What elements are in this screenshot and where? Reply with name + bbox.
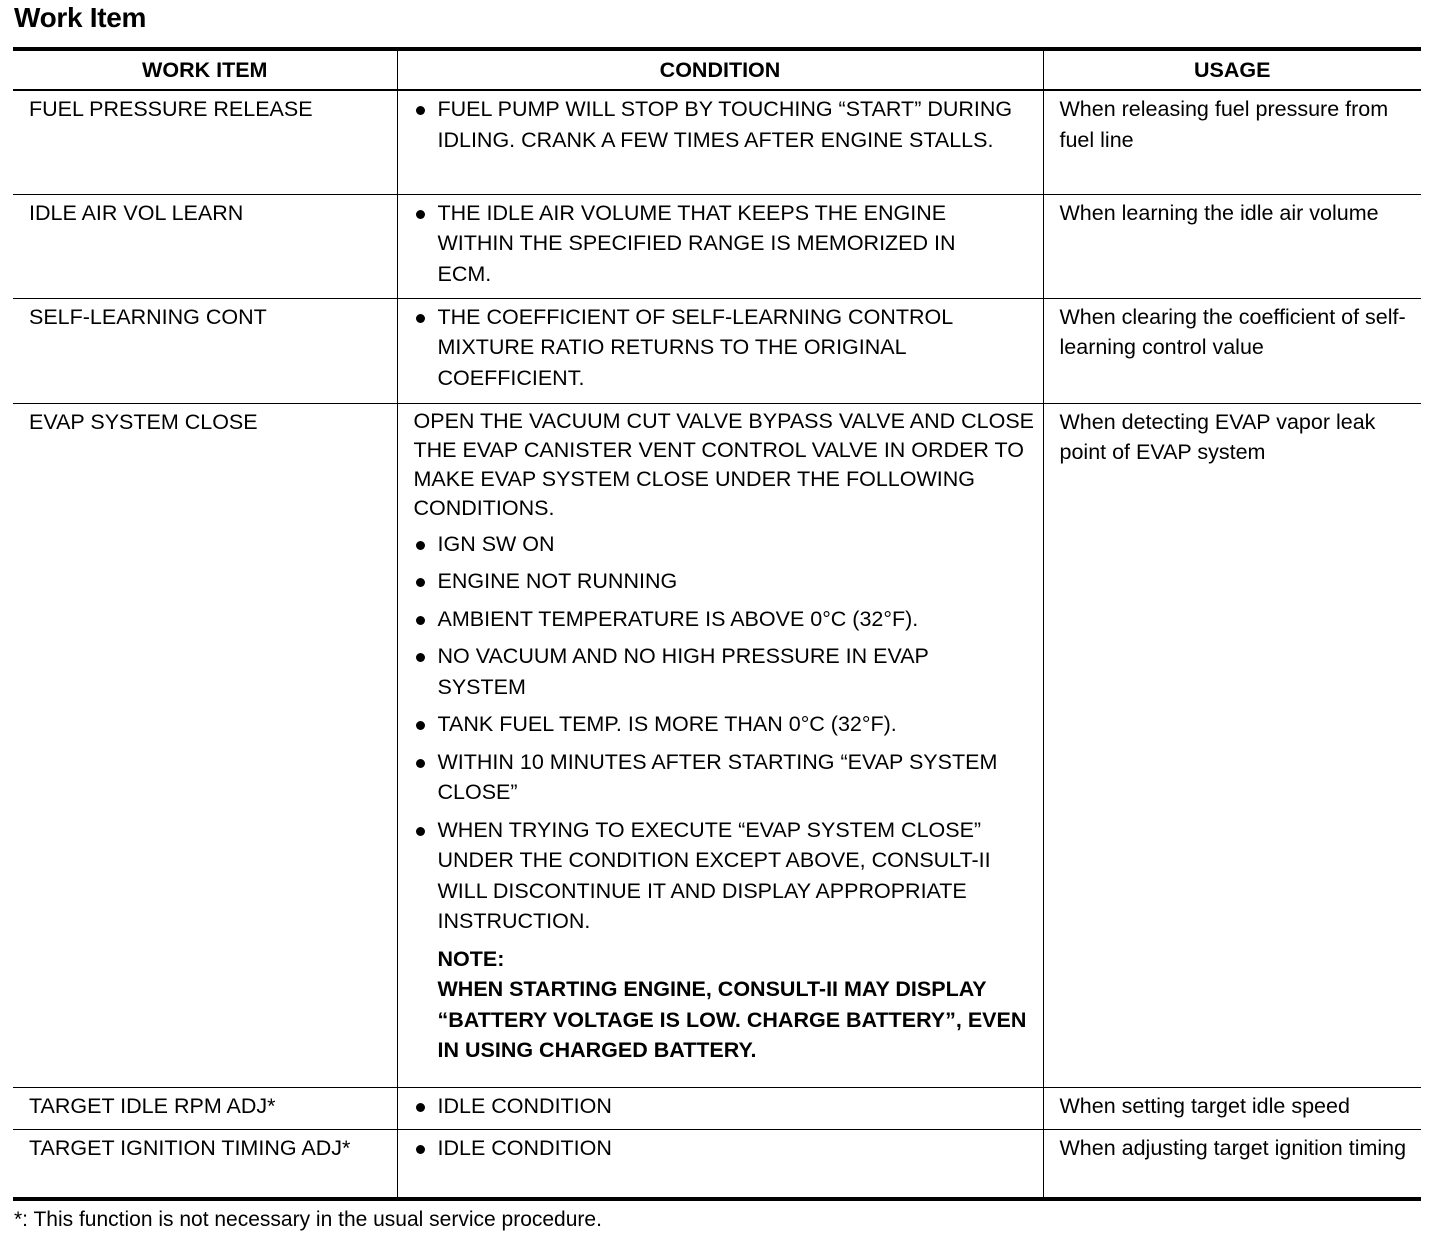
usage-cell: When setting target idle speed (1043, 1087, 1421, 1129)
work-item-cell: SELF-LEARNING CONT (13, 298, 397, 403)
table-row (13, 1129, 1421, 1199)
usage-cell: When detecting EVAP vapor leak point of EVAP system (1043, 403, 1421, 1087)
usage-cell: When clearing the coefficient of self-learning control value (1043, 298, 1421, 403)
condition-intro: OPEN THE VACUUM CUT VALVE BYPASS VALVE AND CLOSE THE EVAP CANISTER VENT CONTROL VALVE IN ORDER TO MAKE EVAP SYSTEM CLOSE UNDER THE FOLLOWING CONDITIONS. (413, 408, 1034, 520)
condition-list (414, 529, 1035, 937)
header-condition: CONDITION (397, 49, 1043, 90)
header-work-item: WORK ITEM (142, 57, 268, 82)
table-row (13, 403, 1421, 1087)
condition-bullet: WHEN TRYING TO EXECUTE “EVAP SYSTEM CLOSE” UNDER THE CONDITION EXCEPT ABOVE, CONSULT-II WILL DISCONTINUE IT AND DISPLAY APPROPRIATE INSTRUCTION. (414, 815, 1033, 937)
work-item-cell: TARGET IGNITION TIMING ADJ* (13, 1129, 397, 1199)
usage-cell: When adjusting target ignition timing (1043, 1129, 1421, 1199)
table-header-row (13, 49, 1421, 90)
page-title: Work Item (14, 2, 147, 33)
condition-bullet: NO VACUUM AND NO HIGH PRESSURE IN EVAP SYSTEM (414, 641, 1018, 702)
condition-bullet: TANK FUEL TEMP. IS MORE THAN 0°C (32°F). (414, 709, 1035, 740)
work-item-cell: FUEL PRESSURE RELEASE (13, 90, 397, 194)
table-row (13, 194, 1421, 298)
footnote: *: This function is not necessary in the usual service procedure. (14, 1208, 602, 1231)
work-item-cell: TARGET IDLE RPM ADJ* (13, 1087, 397, 1129)
note-block (414, 944, 1035, 1066)
header-usage: USAGE (1043, 49, 1421, 90)
condition-bullet: AMBIENT TEMPERATURE IS ABOVE 0°C (32°F). (414, 604, 1035, 635)
table-row (13, 298, 1421, 403)
note-text: WHEN STARTING ENGINE, CONSULT-II MAY DISPLAY “BATTERY VOLTAGE IS LOW. CHARGE BATTERY”, EVEN IN USING CHARGED BATTERY. (437, 977, 1027, 1062)
condition-cell (397, 194, 1043, 298)
work-item-cell: IDLE AIR VOL LEARN (13, 194, 397, 298)
condition-bullet: FUEL PUMP WILL STOP BY TOUCHING “START” DURING IDLING. CRANK A FEW TIMES AFTER ENGINE STALLS. (414, 94, 1028, 155)
table-row (13, 1087, 1421, 1129)
condition-bullet: IDLE CONDITION (414, 1133, 1035, 1164)
note-title: NOTE: (437, 946, 505, 971)
condition-bullet: ENGINE NOT RUNNING (414, 566, 1035, 597)
condition-bullet: IGN SW ON (414, 529, 1035, 560)
condition-bullet: IDLE CONDITION (414, 1091, 1035, 1122)
condition-bullet: WITHIN 10 MINUTES AFTER STARTING “EVAP SYSTEM CLOSE” (414, 747, 998, 808)
work-item-cell: EVAP SYSTEM CLOSE (13, 403, 397, 1087)
condition-cell (397, 298, 1043, 403)
work-item-table (13, 47, 1421, 1201)
condition-cell (397, 1129, 1043, 1199)
usage-cell: When learning the idle air volume (1043, 194, 1421, 298)
usage-cell: When releasing fuel pressure from fuel line (1043, 90, 1421, 194)
condition-cell (397, 1087, 1043, 1129)
condition-bullet: THE IDLE AIR VOLUME THAT KEEPS THE ENGINE WITHIN THE SPECIFIED RANGE IS MEMORIZED IN ECM. (414, 198, 1008, 290)
condition-bullet: THE COEFFICIENT OF SELF-LEARNING CONTROL MIXTURE RATIO RETURNS TO THE ORIGINAL COEFFICIENT. (414, 302, 1038, 394)
condition-cell (397, 90, 1043, 194)
condition-cell (397, 403, 1043, 1087)
table-row (13, 90, 1421, 194)
